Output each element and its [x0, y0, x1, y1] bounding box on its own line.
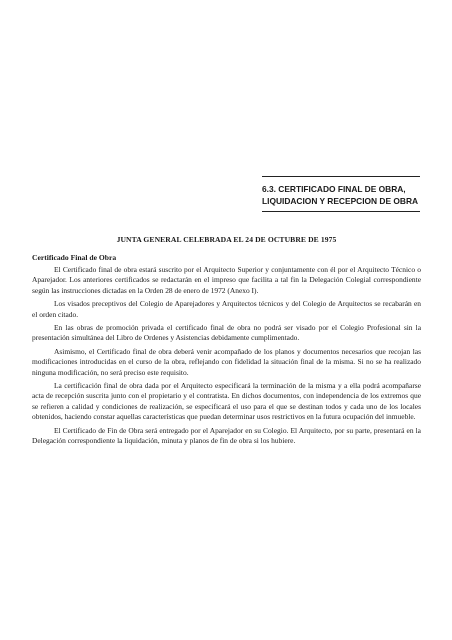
paragraph: El Certificado final de obra estará suscrito por el Arquitecto Superior y conjuntamente con él por el Arquitecto Técnico o Aparejador. Los anteriores certificados se redactarán en el impreso que facilita a tal fin la Delegación Colegial correspondiente según las instrucciones dictadas en la Orden 28 de enero de 1972 (Anexo I). — [32, 265, 421, 295]
paragraph: Asimismo, el Certificado final de obra deberá venir acompañado de los planos y documentos necesarios que recojan las modificaciones introducidas en el curso de la obra, reflejando con fidelidad la situación final de la misma. Si no se ha realizado ninguna modificación, no será preciso este requisito. — [32, 346, 421, 377]
section-header — [262, 176, 420, 212]
section-divider — [262, 211, 420, 212]
paragraph: La certificación final de obra dada por el Arquitecto especificará la terminación de la misma y a ella podrá acompañarse acta de recepción suscrita junto con el propietario y el contratista. En dichos documentos, con independencia de los extremos que se refieren a calidad y condiciones de realización, se especificará el uso para el que se destinan todos y cada uno de los locales obtenidos, haciendo constar aquellas características que puedan determinar usos restrictivos en la futura ocupación del inmueble. — [32, 381, 421, 422]
section-title-line2: LIQUIDACION Y RECEPCION DE OBRA — [262, 196, 419, 206]
paragraph: El Certificado de Fin de Obra será entregado por el Aparejador en su Colegio. El Arquitecto, por su parte, presentará en la Delegación correspondiente la liquidación, minuta y planos de fin de obra si los hubiere. — [32, 425, 421, 446]
section-title-line1: 6.3. CERTIFICADO FINAL DE OBRA, — [262, 184, 406, 194]
section-title — [262, 183, 420, 207]
paragraph: En las obras de promoción privada el certificado final de obra no podrá ser visado por el Colegio Profesional sin la presentación simultánea del Libro de Ordenes y Asistencias debidamente cumplimentado. — [32, 323, 421, 343]
paragraph: Los visados preceptivos del Colegio de Aparejadores y Arquitectos técnicos y del Colegio de Arquitectos se recabarán en el orden citado. — [32, 299, 421, 319]
subheading: Certificado Final de Obra — [32, 253, 117, 262]
document-body — [32, 235, 421, 450]
assembly-title: JUNTA GENERAL CELEBRADA EL 24 DE OCTUBRE DE 1975 — [116, 235, 337, 244]
